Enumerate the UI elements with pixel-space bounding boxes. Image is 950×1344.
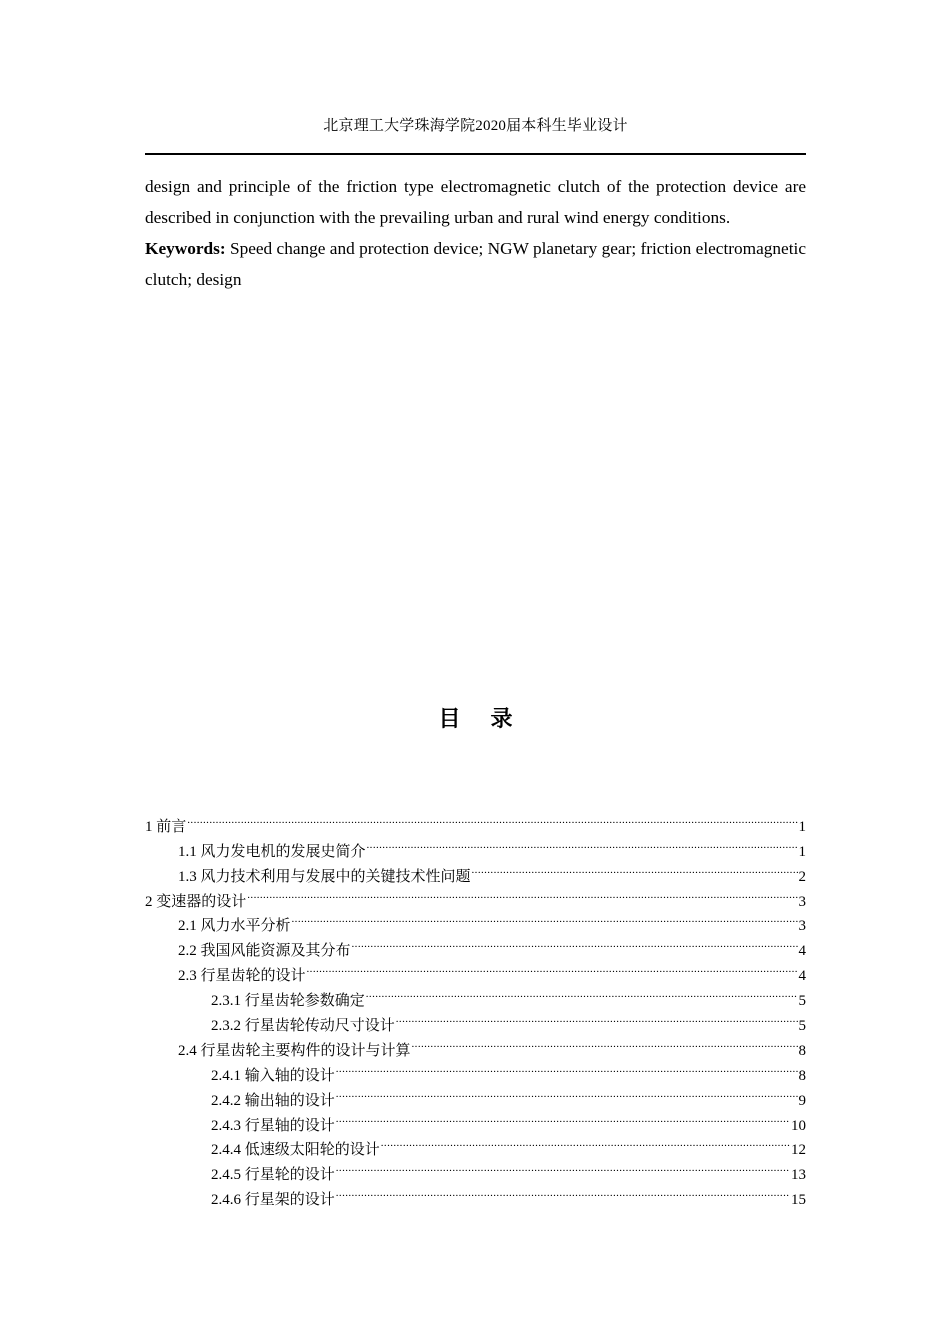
keywords-line [145, 233, 806, 295]
toc-entry-label: 2.4.2 输出轴的设计 [211, 1092, 335, 1109]
toc-page-number: 8 [798, 1042, 806, 1059]
toc-page-number: 4 [798, 968, 806, 985]
toc-entry-label: 2.2 我国风能资源及其分布 [178, 943, 351, 960]
toc-dot-leader [367, 831, 798, 856]
toc-dot-leader [472, 856, 798, 881]
toc-entry-label: 2.4.6 行星架的设计 [211, 1192, 335, 1209]
toc-dot-leader [187, 806, 797, 831]
toc-entry-label: 2.3.2 行星齿轮传动尺寸设计 [211, 1018, 395, 1035]
table-of-contents [145, 806, 806, 1209]
toc-dot-leader [396, 1005, 798, 1030]
page-header-title: 北京理工大学珠海学院2020届本科生毕业设计 [323, 118, 628, 134]
toc-entry-label: 2.4.1 输入轴的设计 [211, 1067, 335, 1084]
toc-entry-label: 2.3 行星齿轮的设计 [178, 968, 306, 985]
toc-dot-leader [247, 881, 797, 906]
toc-entry-label: 2.4.3 行星轴的设计 [211, 1117, 335, 1134]
keywords-label: Keywords: [145, 239, 226, 258]
toc-page-number: 2 [798, 868, 806, 885]
toc-title: 目录 [438, 706, 543, 731]
toc-page-number: 13 [791, 1167, 806, 1184]
toc-entry[interactable] [145, 831, 806, 860]
toc-page-number: 10 [791, 1117, 806, 1134]
toc-page-number: 4 [798, 943, 806, 960]
toc-entry-label: 2.4.5 行星轮的设计 [211, 1167, 335, 1184]
toc-entry-label: 1.1 风力发电机的发展史简介 [178, 843, 366, 860]
abstract-paragraph: design and principle of the friction type electromagnetic clutch of the protection device are described in conjunction with the prevailing urban and rural wind energy conditions. [145, 177, 806, 227]
toc-dot-leader [292, 906, 798, 931]
toc-entry-label: 2 变速器的设计 [145, 893, 247, 910]
toc-dot-leader [412, 1030, 798, 1055]
toc-page-number: 3 [798, 918, 806, 935]
toc-entry-label: 2.3.1 行星齿轮参数确定 [211, 993, 365, 1010]
toc-page-number: 15 [791, 1192, 806, 1209]
toc-entry-label: 1 前言 [145, 818, 187, 835]
toc-page-number: 12 [791, 1142, 806, 1159]
toc-dot-leader [352, 930, 798, 955]
toc-dot-leader [336, 1154, 790, 1179]
toc-dot-leader [381, 1130, 790, 1155]
toc-entry-label: 1.3 风力技术利用与发展中的关键技术性问题 [178, 868, 471, 885]
toc-page-number: 5 [798, 993, 806, 1010]
toc-entry-label: 2.4 行星齿轮主要构件的设计与计算 [178, 1042, 411, 1059]
toc-page-number: 8 [798, 1067, 806, 1084]
toc-entry-label: 2.4.4 低速级太阳轮的设计 [211, 1142, 380, 1159]
toc-dot-leader [307, 955, 798, 980]
header-divider [145, 153, 806, 155]
abstract-section [145, 171, 806, 295]
keywords-text: Speed change and protection device; NGW planetary gear; friction electromagnetic clutch; design [145, 239, 806, 289]
toc-entry-label: 2.1 风力水平分析 [178, 918, 291, 935]
toc-page-number: 1 [798, 818, 806, 835]
toc-dot-leader [336, 1080, 798, 1105]
toc-dot-leader [366, 980, 798, 1005]
toc-page-number: 9 [798, 1092, 806, 1109]
toc-dot-leader [336, 1179, 790, 1204]
toc-entry[interactable] [145, 806, 806, 835]
toc-page-number: 5 [798, 1018, 806, 1035]
toc-page-number: 3 [798, 893, 806, 910]
toc-dot-leader [336, 1055, 798, 1080]
toc-page-number: 1 [798, 843, 806, 860]
toc-dot-leader [336, 1105, 790, 1130]
